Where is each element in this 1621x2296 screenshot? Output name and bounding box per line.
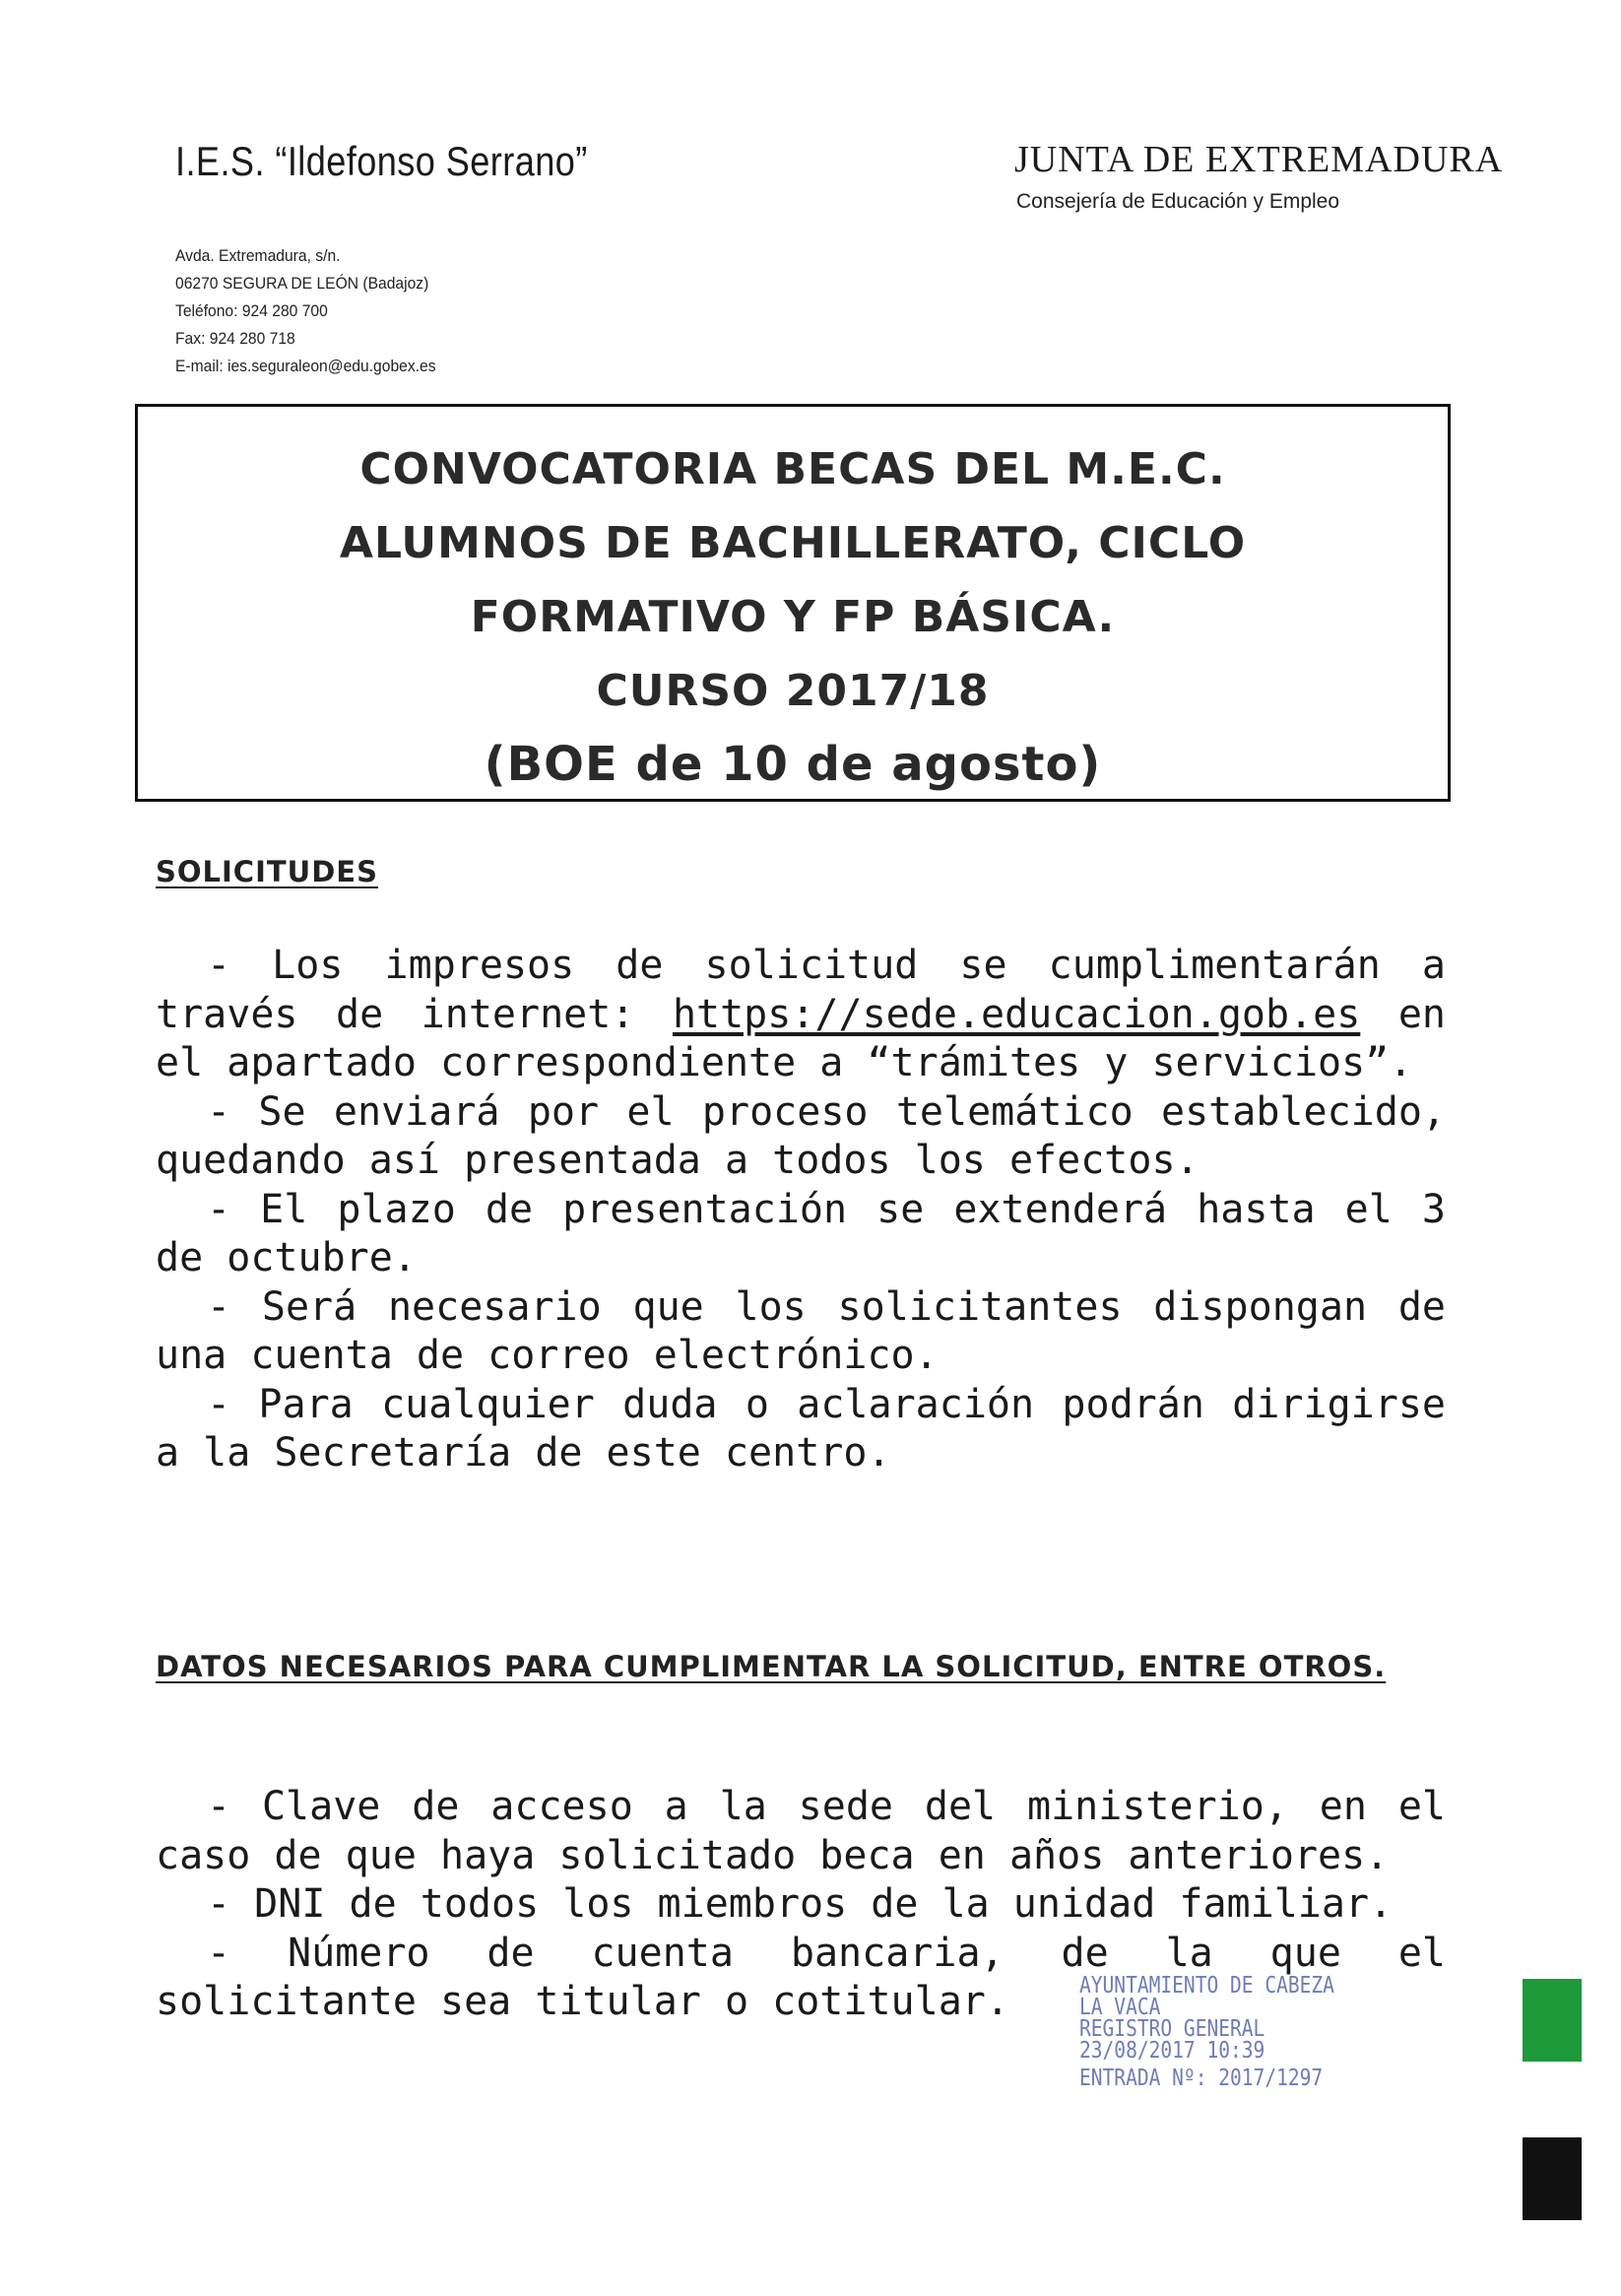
stamp-line-2: LA VACA: [1079, 1995, 1161, 2020]
datos-heading: DATOS NECESARIOS PARA CUMPLIMENTAR LA SOLICITUD, ENTRE OTROS.: [156, 1650, 1387, 1683]
solicitudes-item-2: - Se enviará por el proceso telemático establecido, quedando así presentada a todos los efectos.: [156, 1088, 1446, 1183]
registry-stamp: [1079, 1975, 1334, 2089]
solicitudes-item-3: - El plazo de presentación se extenderá hasta el 3 de octubre.: [156, 1186, 1446, 1280]
green-scan-mark: [1523, 1979, 1582, 2062]
school-name: I.E.S. “Ildefonso Serrano”: [175, 138, 588, 184]
address-phone: Teléfono: 924 280 700: [175, 301, 328, 320]
datos-item-3: - Número de cuenta bancaria, de la que el solicitante sea titular o cotitular.: [156, 1930, 1446, 2024]
address-street: Avda. Extremadura, s/n.: [175, 246, 341, 265]
solicitudes-heading: SOLICITUDES: [156, 855, 378, 888]
stamp-line-4: 23/08/2017 10:39: [1079, 2038, 1265, 2064]
solicitudes-item-4: - Será necesario que los solicitantes dispongan de una cuenta de correo electrónico.: [156, 1283, 1446, 1378]
stamp-line-5: ENTRADA Nº: 2017/1297: [1079, 2066, 1324, 2091]
title-line-3: FORMATIVO Y FP BÁSICA.: [470, 592, 1116, 642]
black-scan-mark: [1523, 2137, 1582, 2220]
school-address: [175, 242, 459, 380]
address-city: 06270 SEGURA DE LEÓN (Badajoz): [175, 274, 429, 293]
sede-link[interactable]: https://sede.educacion.gob.es: [672, 991, 1361, 1037]
solicitudes-list: [156, 942, 1446, 1478]
solicitudes-item-5: - Para cualquier duda o aclaración podrán dirigirse a la Secretaría de este centro.: [156, 1381, 1446, 1476]
title-line-1: CONVOCATORIA BECAS DEL M.E.C.: [359, 444, 1226, 494]
title-line-2: ALUMNOS DE BACHILLERATO, CICLO: [339, 518, 1247, 568]
junta-name: JUNTA DE EXTREMADURA: [1014, 139, 1504, 180]
solicitudes-item-1-text: - Los impresos de solicitud se cumplimentarán a través de internet:: [156, 943, 1446, 1037]
title-line-4: CURSO 2017/18: [596, 666, 990, 716]
solicitudes-item-1: [156, 942, 1446, 1088]
datos-item-2: - DNI de todos los miembros de la unidad familiar.: [207, 1881, 1394, 1927]
address-fax: Fax: 924 280 718: [175, 329, 295, 348]
stamp-line-3: REGISTRO GENERAL: [1079, 2016, 1265, 2042]
title-line-5: (BOE de 10 de agosto): [484, 737, 1102, 792]
stamp-line-1: AYUNTAMIENTO DE CABEZA: [1079, 1973, 1334, 1999]
title-box: [135, 404, 1451, 802]
address-email: E-mail: ies.seguraleon@edu.gobex.es: [175, 357, 436, 375]
solicitudes-item-1-text-end: en el apartado correspondiente a “trámites y servicios”.: [156, 991, 1447, 1085]
consejeria-name: Consejería de Educación y Empleo: [1016, 190, 1340, 213]
datos-item-1: - Clave de acceso a la sede del ministerio, en el caso de que haya solicitado beca en años anteriores.: [156, 1784, 1446, 1878]
